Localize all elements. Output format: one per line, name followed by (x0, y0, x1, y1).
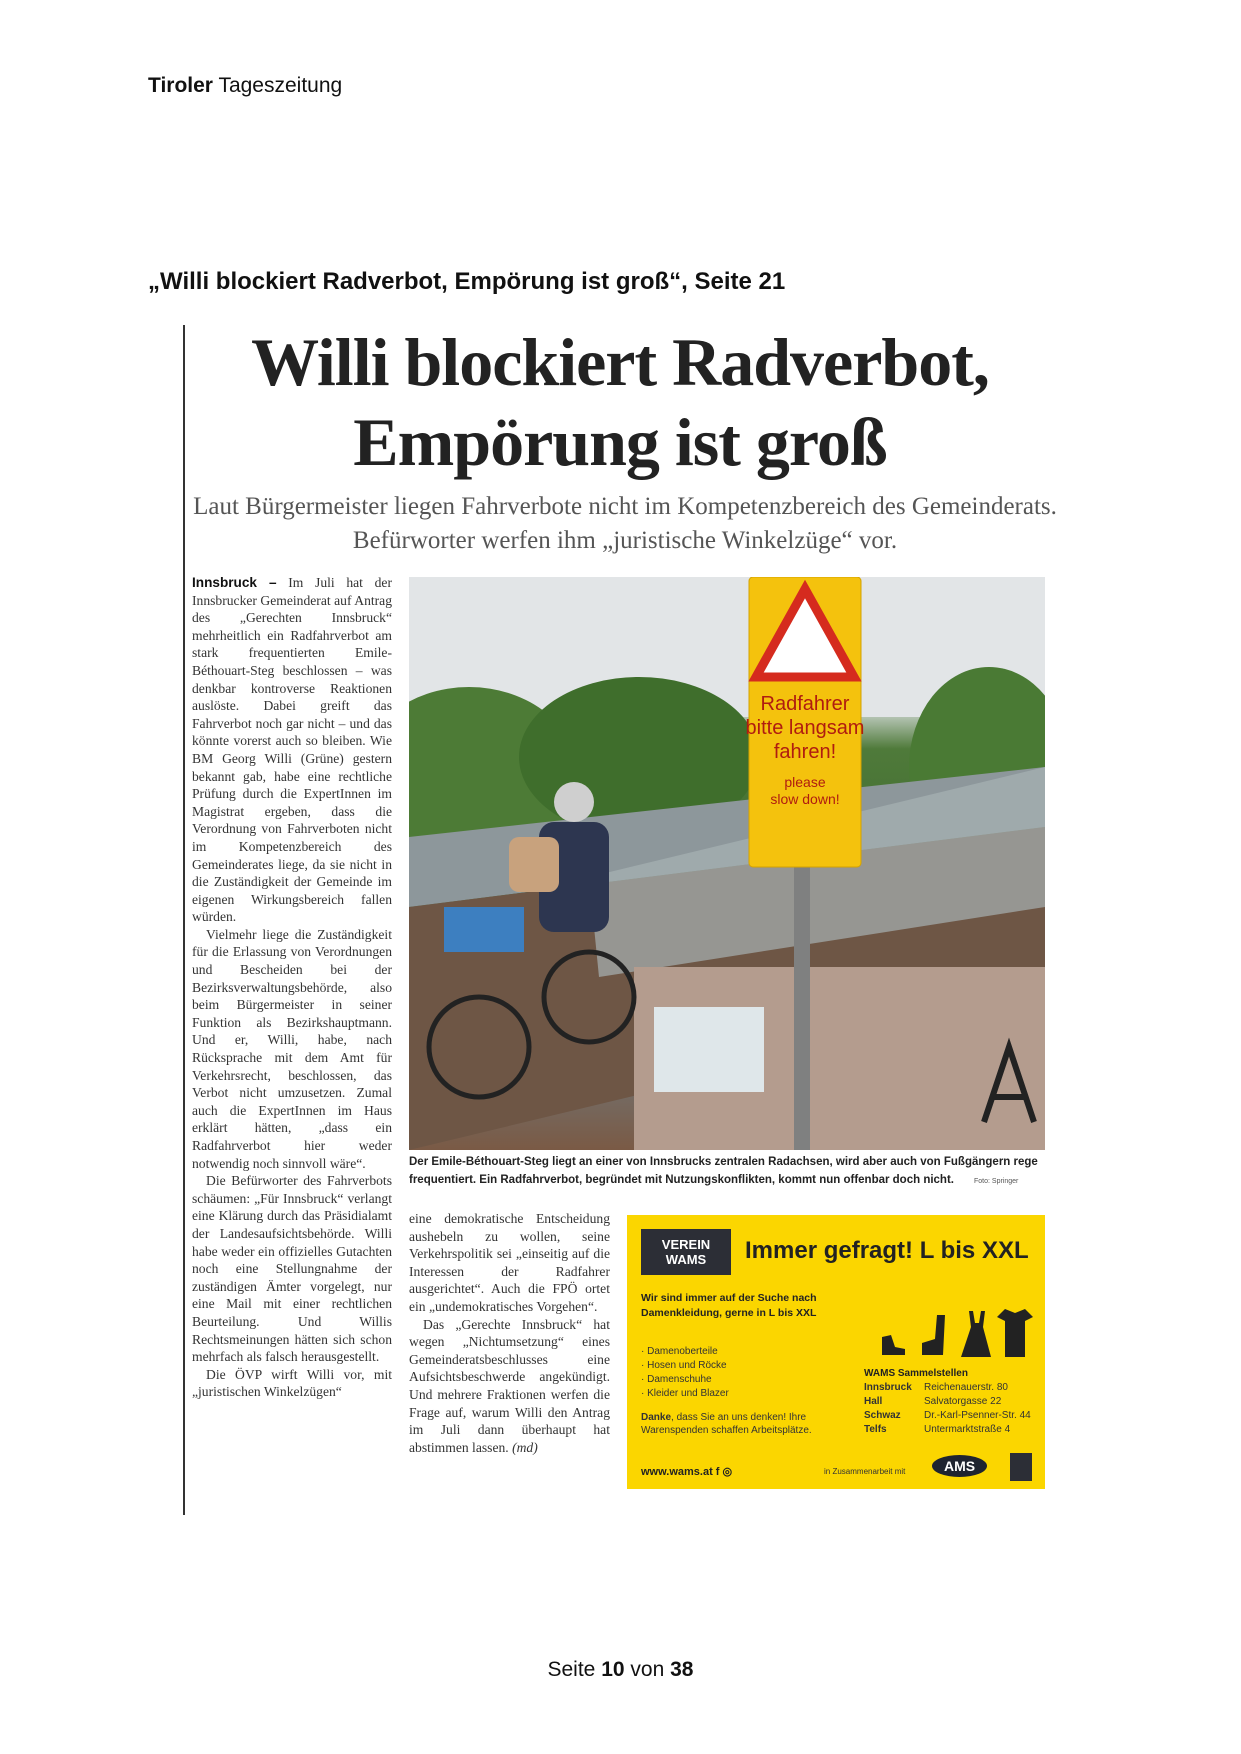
sign-line: bitte langsam (745, 717, 865, 739)
ad-intro: Wir sind immer auf der Suche nach Damenkleidung, gerne in L bis XXL (641, 1292, 817, 1319)
bridge-scene (409, 577, 1045, 1150)
clothing-icons (877, 1303, 1037, 1359)
photo-caption (409, 1153, 1049, 1191)
article-reference: „Willi blockiert Radverbot, Empörung ist groß“, Seite 21 (148, 268, 786, 295)
wams-logo: VEREIN WAMS (641, 1229, 731, 1275)
land-tirol-logo (1010, 1453, 1032, 1481)
locations-title: WAMS Sammelstellen (864, 1368, 968, 1379)
sign-line: slow down! (770, 791, 840, 807)
advertisement (627, 1215, 1045, 1489)
partner-text: in Zusammenarbeit mit (824, 1467, 906, 1476)
facebook-icon[interactable]: f (715, 1466, 720, 1478)
article-photo (409, 577, 1045, 1150)
publication-rest: Tageszeitung (218, 74, 343, 97)
dateline: Innsbruck – (192, 575, 277, 590)
headline-line: Willi blockiert Radverbot, (251, 324, 989, 400)
ams-logo: AMS (932, 1455, 987, 1477)
paragraph (409, 1316, 610, 1457)
location-row: Schwaz Dr.-Karl-Psenner-Str. 44 (864, 1410, 1031, 1421)
subheadline: Laut Bürgermeister liegen Fahrverbote nicht im Kompetenzbereich des Gemeinderats. Befürworter werfen ihm „juristische Winkelzüge“ vor. (193, 493, 1057, 554)
ad-item: · Kleider und Blazer (641, 1388, 729, 1399)
page-number: Seite 10 von 38 (547, 1658, 694, 1681)
ad-item: · Damenoberteile (641, 1346, 718, 1357)
article-column-1 (192, 574, 392, 1401)
clothing-icon-shapes (877, 1303, 1037, 1359)
paragraph (192, 574, 392, 926)
location-row: Telfs Untermarktstraße 4 (864, 1424, 1011, 1435)
author-initials: (md) (512, 1439, 538, 1455)
article-column-2 (409, 1210, 610, 1456)
sign-line: Radfahrer (760, 693, 850, 715)
headline (190, 322, 1050, 482)
paragraph-text: Das „Gerechte Innsbruck“ hat wegen „Nichtumsetzung“ eines Gemeinderatsbeschlusses eine Aufsichtsbeschwerde angekündigt. Und mehrere Fraktionen werfen die Frage auf, warum Willi den Antrag im Juli dann überhaupt hat abstimmen lassen. (409, 1316, 610, 1455)
sign-line: please (784, 774, 826, 790)
sign-text (745, 692, 865, 808)
publication-bold: Tiroler (148, 74, 213, 97)
ad-thanks: Danke, dass Sie an uns denken! Ihre Warenspenden schaffen Arbeitsplätze. (641, 1412, 812, 1436)
ad-item: · Damenschuhe (641, 1374, 712, 1385)
location-row: Hall Salvatorgasse 22 (864, 1396, 1002, 1407)
headline-line: Empörung ist groß (353, 404, 887, 480)
ad-title: Immer gefragt! L bis XXL (745, 1237, 1029, 1264)
ad-item-list (641, 1345, 729, 1401)
paragraph: eine demokratische Entscheidung aushebeln zu wollen, seine Verkehrspolitik sei „einseitig auf die Interessen der Radfahrer ausgerichtet“. Auch die FPÖ ortet ein „undemokratisches Vorgehen“. (409, 1211, 610, 1314)
ad-item: · Hosen und Röcke (641, 1360, 727, 1371)
ad-locations (864, 1367, 1031, 1437)
paragraph: Die ÖVP wirft Willi vor, mit „juristischen Winkelzügen“ (192, 1366, 392, 1400)
sign-line: fahren! (773, 741, 837, 763)
paragraph: Die Befürworter des Fahrverbots schäumen: „Für Innsbruck“ verlangt eine Klärung durch das Präsidialamt der Landesaufsichtsbehörde. Willi habe weder ein offizielles Gutachten noch eine Stellungnahme der zuständigen Ämter vorgelegt, nur eine Mail mit einer rechtlichen Beurteilung. Und Willis Rechtsmeinungen hätten sich schon mehrfach als falsch herausgestellt. (192, 1173, 392, 1365)
caption-text: Der Emile-Béthouart-Steg liegt an einer von Innsbrucks zentralen Radachsen, wird aber auch von Fußgängern rege frequentiert. Ein Radfahrverbot, begründet mit Nutzungskonflikten, kommt nun offenbar doch nicht. (409, 1156, 1038, 1186)
photo-credit: Foto: Springer (974, 1178, 1019, 1185)
paragraph-text: Im Juli hat der Innsbrucker Gemeinderat auf Antrag des „Gerechten Innsbruck“ mehrheitlich ein Radfahrverbot am stark frequentierten Emile-Béthouart-Steg beschlossen – was denkbar kontroverse Reaktionen auslöste. Dabei greift das Fahrverbot noch gar nicht – und das könnte vorerst auch so bleiben. Wie BM Georg Willi (Grüne) gestern bekannt gab, habe eine rechtliche Prüfung durch die ExpertInnen im Magistrat ergeben, dass die Verordnung von Fahrverboten nicht im Kompetenzbereich des Gemeinderates liege, da sie nicht in die Zuständigkeit der Gemeinde im eigenen Wirkungsbereich fallen würden. (192, 575, 392, 925)
paragraph: Vielmehr liege die Zuständigkeit für die Erlassung von Verordnungen und Bescheiden bei der Bezirksverwaltungsbehörde, also beim Bürgermeister in seiner Funktion als Bezirkshauptmann. Und er, Willi, habe, nach Rücksprache mit dem Amt für Verkehrsrecht, beschlossen, das Verbot nicht umzusetzen. Zumal auch die ExpertInnen im Haus erklärt hätten, „dass ein Radfahrverbot hier weder notwendig noch sinnvoll wäre“. (192, 926, 392, 1171)
publication-name (148, 74, 342, 98)
location-row: Innsbruck Reichenauerstr. 80 (864, 1382, 1008, 1393)
instagram-icon[interactable]: ◎ (722, 1466, 733, 1478)
ad-url[interactable]: www.wams.at f ◎ (641, 1466, 733, 1478)
